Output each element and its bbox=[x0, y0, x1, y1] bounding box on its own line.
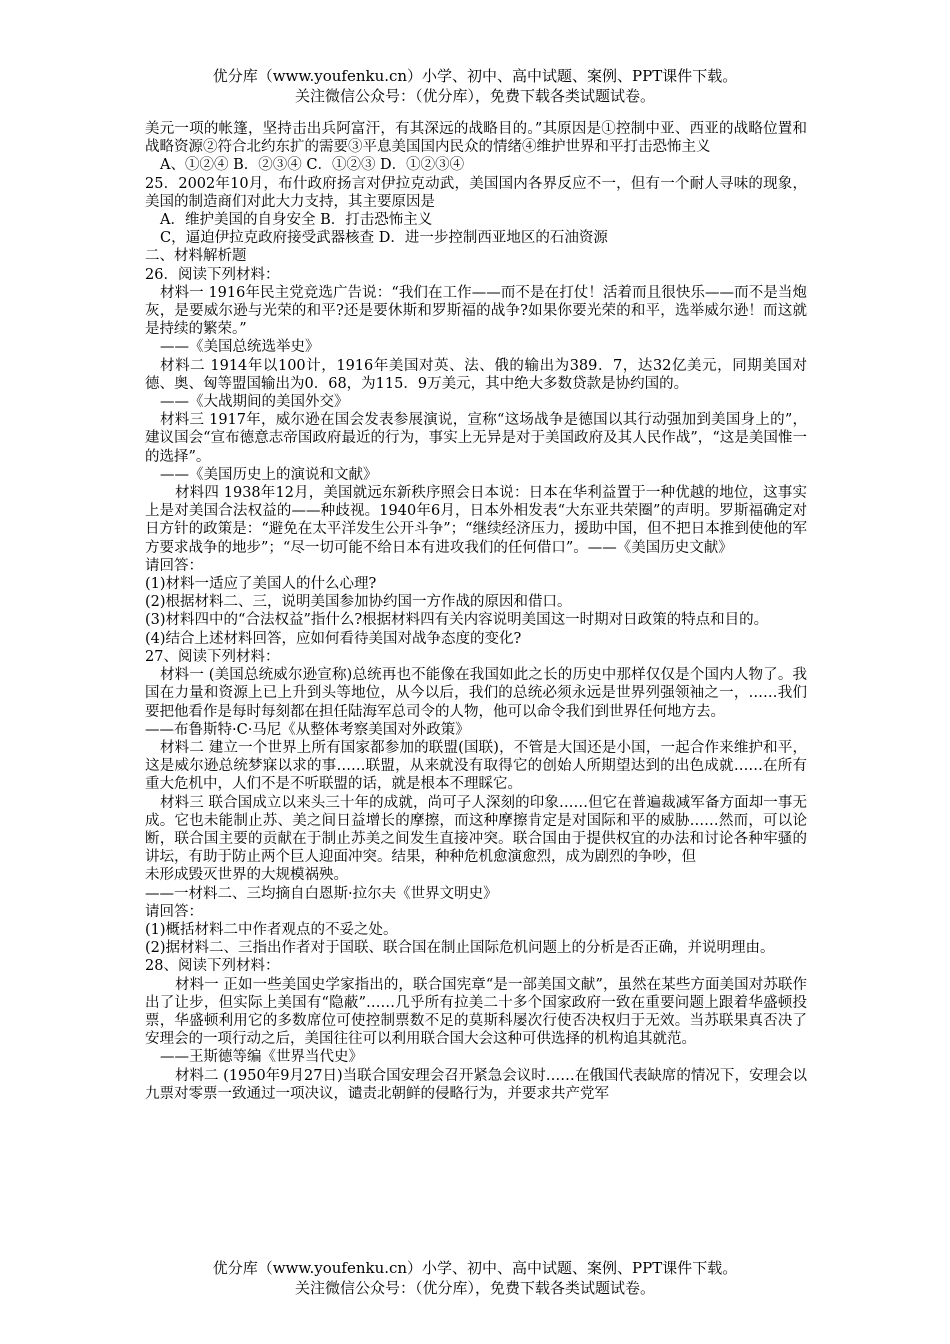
page-footer bbox=[0, 1258, 950, 1298]
text-paragraph: 二、材料解析题 bbox=[145, 248, 247, 265]
text-paragraph: 材料一 (美国总统威尔逊宣称)总统再也不能像在我国如此之长的历史中那样仅仅是个国内人物了。我国在力量和资源上已上升到头等地位，从今以后，我们的总统必须永远是世界列强领袖之一，……我们要把他看作是每时每刻都在担任陆海军总司令的人物，他可以命令我们到世界任何地方去。 bbox=[145, 667, 807, 720]
text-paragraph: ——一材料二、三均摘自白恩斯·拉尔夫《世界文明史》 bbox=[145, 885, 498, 902]
text-paragraph: 材料二 (1950年9月27日)当联合国安理会召开紧急会议时……在俄国代表缺席的情况下，安理会以九票对零票一致通过一项决议，谴责北朝鲜的侵略行为，并要求共产党军 bbox=[145, 1067, 807, 1102]
header-line-1: 优分库（www.youfenku.cn）小学、初中、高中试题、案例、PPT课件下载。 bbox=[212, 67, 738, 85]
text-paragraph: A、①②④ B．②③④ C．①②③ D．①②③④ bbox=[160, 157, 465, 174]
text-paragraph: ——《美国总统选举史》 bbox=[160, 339, 320, 356]
text-paragraph: A．维护美国的自身安全 B．打击恐怖主义 bbox=[160, 212, 433, 229]
text-paragraph: C，逼迫伊拉克政府接受武器核查 D．进一步控制西亚地区的石油资源 bbox=[160, 230, 608, 247]
footer-line-1: 优分库（www.youfenku.cn）小学、初中、高中试题、案例、PPT课件下载。 bbox=[212, 1259, 738, 1277]
text-paragraph: 未形成毁灭世界的大规模祸殃。 bbox=[145, 867, 348, 884]
text-paragraph: 27、阅读下列材料： bbox=[145, 648, 280, 665]
text-paragraph: 请回答： bbox=[145, 903, 203, 920]
text-paragraph: 请回答： bbox=[145, 557, 203, 574]
footer-line-2: 关注微信公众号：（优分库），免费下载各类试题试卷。 bbox=[294, 1279, 655, 1297]
text-paragraph: 材料二 1914年以100计，1916年美国对英、法、俄的输出为389．7，达32亿美元，同期美国对德、奥、匈等盟国输出为0．68，为115．9万美元，其中绝大多数贷款是协约国的。 bbox=[145, 357, 807, 392]
text-paragraph: (2)据材料二、三指出作者对于国联、联合国在制止国际危机问题上的分析是否正确，并说明理由。 bbox=[145, 940, 775, 957]
text-paragraph: 28、阅读下列材料： bbox=[145, 958, 280, 975]
text-paragraph: (2)根据材料二、三，说明美国参加协约国一方作战的原因和借口。 bbox=[145, 594, 572, 611]
header-line-2: 关注微信公众号：（优分库），免费下载各类试题试卷。 bbox=[294, 87, 655, 105]
text-paragraph: 材料一 1916年民主党竞选广告说：“我们在工作——而不是在打仗！活着而且很快乐——而不是当炮灰，是要威尔逊与光荣的和平?还是要休斯和罗斯福的战争?如果你要光荣的和平，选举威尔逊！而这就是持续的繁荣。” bbox=[145, 284, 807, 338]
page-header bbox=[0, 66, 950, 106]
text-paragraph: 材料三 联合国成立以来头三十年的成就，尚可子人深刻的印象……但它在普遍裁减军备方面却一事无成。它也未能制止苏、美之间日益增长的摩擦，而这种摩擦肯定是对国际和平的威胁……然而，可以论断，联合国主要的贡献在于制止苏美之间发生直接冲突。联合国由于提供权宜的办法和讨论各种牢骚的讲坛，有助于防止两个巨人迎面冲突。结果，种种危机愈演愈烈，成为剧烈的争吵，但 bbox=[145, 794, 807, 866]
text-paragraph: 26．阅读下列材料： bbox=[145, 266, 280, 283]
text-paragraph: 材料一 正如一些美国史学家指出的，联合国宪章“是一部美国文献”，虽然在某些方面美国对苏联作出了让步，但实际上美国有“隐蔽”……几乎所有拉美二十多个国家政府一致在重要问题上跟着华盛顿投票，华盛顿利用它的多数席位可使控制票数不足的莫斯科屡次行使否决权归于无效。当苏联果真否决了安理会的一项行动之后，美国往往可以利用联合国大会这种可供选择的机构追其就范。 bbox=[145, 976, 807, 1048]
text-paragraph: 材料三 1917年，威尔逊在国会发表参展演说，宣称“这场战争是德国以其行动强加到美国身上的”，建议国会“宣布德意志帝国政府最近的行为，事实上无异是对于美国政府及其人民作战”，“这是美国惟一的选择”。 bbox=[145, 412, 807, 465]
text-paragraph: 25．2002年10月，布什政府扬言对伊拉克动武，美国国内各界反应不一，但有一个耐人寻味的现象，美国的制造商们对此大力支持，其主要原因是 bbox=[145, 175, 807, 210]
text-paragraph: 美元一项的帐篷，坚持击出兵阿富汗，有其深远的战略目的。”其原因是①控制中亚、西亚的战略位置和战略资源②符合北约东扩的需要③平息美国国内民众的情绪④维护世界和平打击恐怖主义 bbox=[145, 121, 807, 156]
text-paragraph: (1)材料一适应了美国人的什么心理? bbox=[145, 576, 377, 593]
text-paragraph: 材料四 1938年12月，美国就远东新秩序照会日本说：日本在华利益置于一种优越的地位，这事实上是对美国合法权益的——种歧视。1940年6月，日本外相发表“大东亚共荣圈”的声明。罗斯福确定对日方针的政策是：“避免在太平洋发生公开斗争”；“继续经济压力，援助中国，但不把日本推到使他的军方要求战争的地步”；“尽一切可能不给日本有进攻我们的任何借口”。——《美国历史文献》 bbox=[145, 485, 807, 556]
text-paragraph: (3)材料四中的“合法权益”指什么?根据材料四有关内容说明美国这一时期对日政策的特点和目的。 bbox=[145, 612, 769, 629]
text-paragraph: ——王斯德等编《世界当代史》 bbox=[160, 1049, 363, 1066]
text-paragraph: ——《美国历史上的演说和文献》 bbox=[160, 466, 378, 483]
text-paragraph: (1)概括材料二中作者观点的不妥之处。 bbox=[145, 921, 398, 938]
text-paragraph: ——《大战期间的美国外交》 bbox=[160, 394, 349, 411]
text-paragraph: 材料二 建立一个世界上所有国家都参加的联盟(国联)，不管是大国还是小国，一起合作来维护和平，这是威尔逊总统梦寐以求的事……联盟，从来就没有取得它的创始人所期望达到的出色成就……在所有重大危机中，人们不是不听联盟的话，就是根本不理睬它。 bbox=[145, 739, 807, 793]
document-body bbox=[145, 120, 807, 1103]
text-paragraph: (4)结合上述材料回答，应如何看待美国对战争态度的变化? bbox=[145, 630, 522, 647]
text-paragraph: ——布鲁斯特·C·马尼《从整体考察美国对外政策》 bbox=[145, 721, 470, 738]
